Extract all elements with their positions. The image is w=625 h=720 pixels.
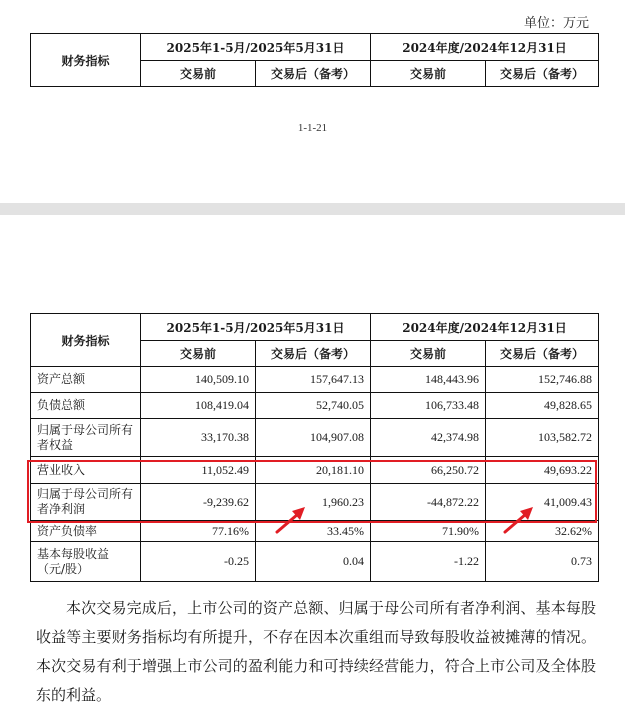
before-header: 交易前	[371, 61, 486, 87]
cell-value: 148,443.96	[371, 367, 486, 393]
cell-value: 33.45%	[256, 521, 371, 542]
cell-value: 49,828.65	[486, 393, 599, 419]
after-header: 交易后（备考）	[486, 61, 599, 87]
cell-value: 104,907.08	[256, 419, 371, 457]
after-header: 交易后（备考）	[256, 61, 371, 87]
cell-value: 0.73	[486, 542, 599, 582]
arrow-icon	[505, 507, 533, 532]
cell-value: 66,250.72	[371, 457, 486, 484]
row-label: 归属于母公司所有者权益	[31, 419, 141, 457]
row-label: 资产总额	[31, 367, 141, 393]
cell-value: -44,872.22	[371, 484, 486, 521]
cell-value: 77.16%	[141, 521, 256, 542]
period-header-2: 2024年度/2024年12月31日	[371, 314, 599, 341]
row-label: 营业收入	[31, 457, 141, 484]
cell-value: -9,239.62	[141, 484, 256, 521]
cell-value: 103,582.72	[486, 419, 599, 457]
cell-value: 1,960.23	[256, 484, 371, 521]
cell-value: 11,052.49	[141, 457, 256, 484]
row-label: 资产负债率	[31, 521, 141, 542]
cell-value: 33,170.38	[141, 419, 256, 457]
before-header: 交易前	[141, 61, 256, 87]
cell-value: 49,693.22	[486, 457, 599, 484]
cell-value: 32.62%	[486, 521, 599, 542]
paragraph-text: 本次交易完成后，上市公司的资产总额、归属于母公司所有者净利润、基本每股收益等主要财务指标均有所提升，不存在因本次重组而导致每股收益被摊薄的情况。本次交易有利于增强上市公司的盈利能力和可持续经营能力，符合上市公司及全体股东的利益。	[36, 599, 596, 704]
corner-header: 财务指标	[31, 34, 141, 87]
conclusion-paragraph	[36, 594, 596, 710]
cell-value: 20,181.10	[256, 457, 371, 484]
unit-label: 单位：万元	[523, 16, 589, 31]
cell-value: 157,647.13	[256, 367, 371, 393]
cell-value: 52,740.05	[256, 393, 371, 419]
period-header-1: 2025年1-5月/2025年5月31日	[141, 314, 371, 341]
corner-header: 财务指标	[31, 314, 141, 367]
cell-value: 71.90%	[371, 521, 486, 542]
row-label: 归属于母公司所有者净利润	[31, 484, 141, 521]
row-label: 基本每股收益（元/股）	[31, 542, 141, 582]
cell-value: 152,746.88	[486, 367, 599, 393]
row-label: 负债总额	[31, 393, 141, 419]
page-number: 1-1-21	[297, 122, 328, 134]
after-header: 交易后（备考）	[256, 341, 371, 367]
cell-value: 41,009.43	[486, 484, 599, 521]
period-header-2: 2024年度/2024年12月31日	[371, 34, 599, 61]
cell-value: -0.25	[141, 542, 256, 582]
cell-value: 42,374.98	[371, 419, 486, 457]
cell-value: 0.04	[256, 542, 371, 582]
cell-value: 140,509.10	[141, 367, 256, 393]
cell-value: -1.22	[371, 542, 486, 582]
period-header-1: 2025年1-5月/2025年5月31日	[141, 34, 371, 61]
before-header: 交易前	[141, 341, 256, 367]
before-header: 交易前	[371, 341, 486, 367]
cell-value: 108,419.04	[141, 393, 256, 419]
cell-value: 106,733.48	[371, 393, 486, 419]
arrow-icon	[277, 507, 305, 532]
after-header: 交易后（备考）	[486, 341, 599, 367]
